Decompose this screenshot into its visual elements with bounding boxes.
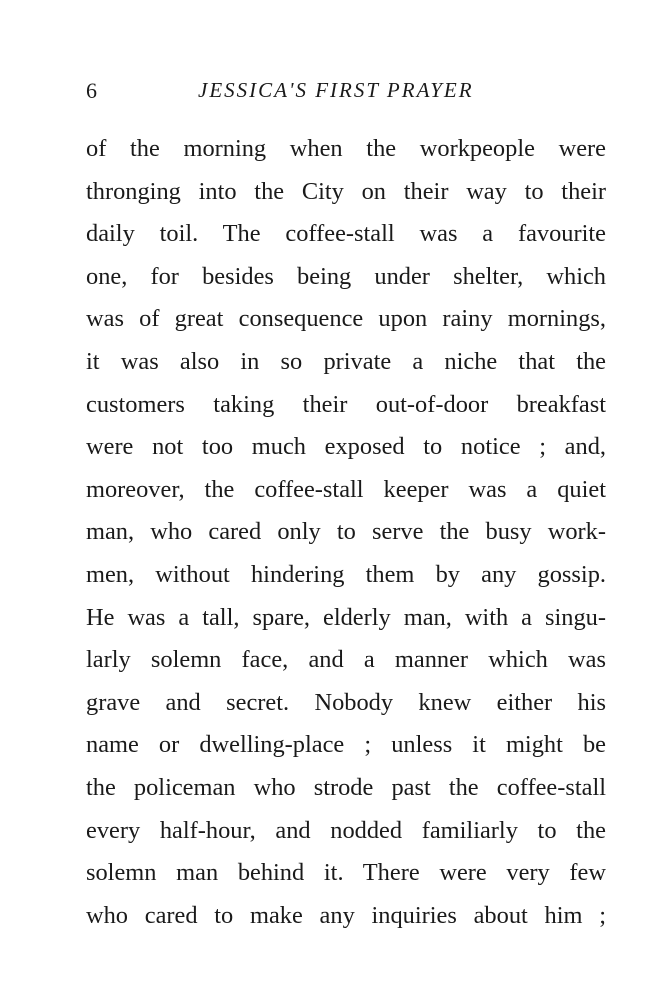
text-line: it was also in so private a niche that the xyxy=(86,347,606,375)
text-line: was of great consequence upon rainy mornings, xyxy=(86,305,606,333)
text-line: of the morning when the workpeople were xyxy=(86,135,606,162)
text-line: larly solemn face, and a manner which was xyxy=(86,646,606,674)
text-line: one, for besides being under shelter, which xyxy=(86,262,606,290)
text-line: customers taking their out-of-door breakfast xyxy=(86,390,606,418)
text-line: man, who cared only to serve the busy work- xyxy=(86,518,606,546)
text-line: moreover, the coffee-stall keeper was a quiet xyxy=(86,475,606,503)
text-line: He was a tall, spare, elderly man, with a singu- xyxy=(86,603,606,631)
text-line: the policeman who strode past the coffee-stall xyxy=(86,773,606,801)
text-line: name or dwelling-place ; unless it might be xyxy=(86,731,606,759)
text-line: who cared to make any inquiries about him ; xyxy=(86,901,606,929)
page-number: 6 xyxy=(86,78,97,103)
text-line: daily toil. The coffee-stall was a favourite xyxy=(86,220,606,248)
text-line: men, without hindering them by any gossip. xyxy=(86,560,606,588)
text-line: were not too much exposed to notice ; and, xyxy=(86,433,606,461)
running-title: JESSICA'S FIRST PRAYER xyxy=(198,78,474,102)
text-line: thronging into the City on their way to their xyxy=(86,177,606,205)
text-line: every half-hour, and nodded familiarly to the xyxy=(86,816,606,844)
text-line: grave and secret. Nobody knew either his xyxy=(86,688,606,716)
page-header xyxy=(86,78,600,118)
body-text xyxy=(86,128,606,937)
text-line: solemn man behind it. There were very few xyxy=(86,859,606,887)
